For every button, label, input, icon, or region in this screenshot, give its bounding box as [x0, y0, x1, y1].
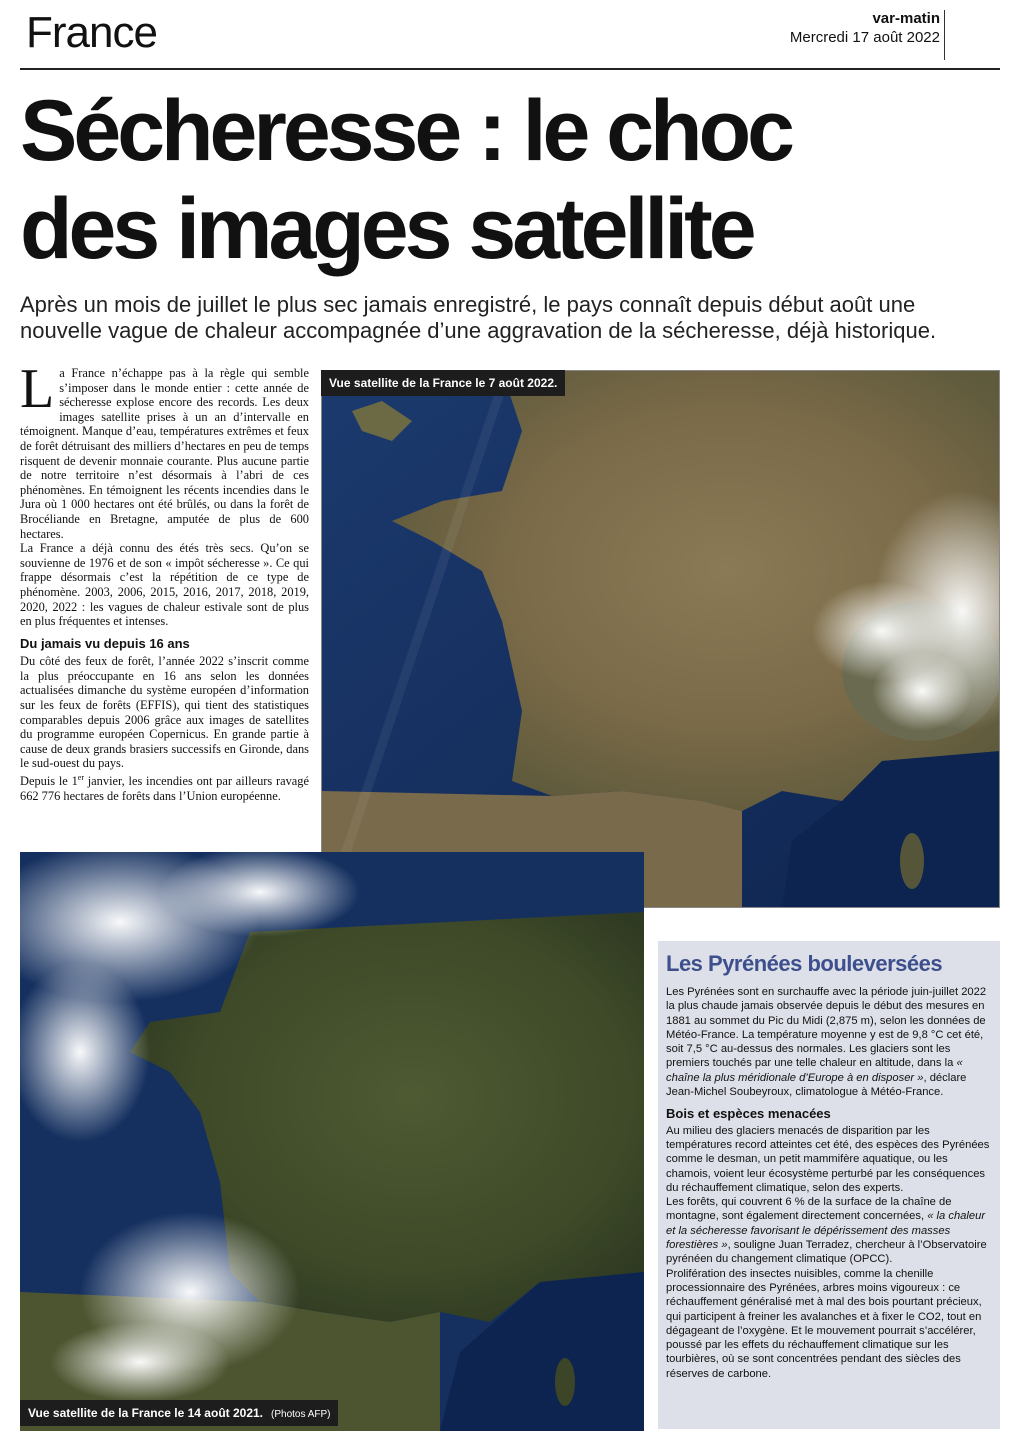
sidebar-paragraph: Les Pyrénées sont en surchauffe avec la période juin-juillet 2022 la plus chaude jamais observée depuis le début des mesures en 1881 au sommet du Pic du Midi (2,875 m), selon les données de Météo-France. La température moyenne y est de 9,8 °C cet été, soit 7,5 °C au-dessus des normales. Les glaciers sont les premiers touchés par une telle chaleur en altitude, dans la « chaîne la plus méridionale d’Europe à en disposer », déclare Jean-Michel Soubeyroux, climatologue à Météo-France.	[666, 986, 987, 1099]
photo-caption-2022: Vue satellite de la France le 7 août 2022.	[321, 370, 565, 396]
article-paragraph: La France a déjà connu des étés très secs. Qu’on se souvienne de 1976 et de son « impôt sécheresse ». Ce qui frappe désormais c’est la répétition de ce type de phénomène. 2003, 2006, 2015, 2016, 2017, 2018, 2019, 2020, 2022 : les vagues de chaleur estivale sont de plus en plus fréquentes et intenses.	[20, 541, 309, 629]
satellite-photo-2022	[321, 370, 1000, 908]
sidebar-paragraph: Au milieu des glaciers menacés de disparition par les températures record atteintes cet été, des espèces des Pyrénées comme le desman, un petit mammifère aquatique, ou les chamois, voient leur écosystème perturbé par les conséquences du réchauffement climatique, selon des experts.	[666, 1124, 990, 1194]
newspaper-name: var-matin	[872, 10, 940, 27]
standfirst: Après un mois de juillet le plus sec jamais enregistré, le pays connaît depuis début août une nouvelle vague de chaleur accompagnée d’une aggravation de la sécheresse, déjà historique.	[20, 292, 937, 343]
drop-cap: L	[20, 358, 55, 420]
article-paragraph: La France n’échappe pas à la règle qui semble s’imposer dans le monde entier : cette année de sécheresse explose encore des records. Les deux images satellite prises à un an d’intervalle en témoignent. Manque d’eau, températures extrêmes et feux de forêt détruisant des milliers d’hectares en peu de temps risquent de devenir monnaie courante. Plus aucune partie de notre territoire n’est désormais à l’abri de ces phénomènes. En témoignent les récents incendies dans le Jura où 1 000 hectares ont été brûlés, ou dans la forêt de Brocéliande en Bretagne, amputée de plus de 600 hectares.	[20, 358, 309, 541]
sidebar-text	[666, 985, 992, 1381]
headline-line-1: Sécheresse : le choc	[20, 83, 791, 179]
sidebar-paragraph: Les forêts, qui couvrent 6 % de la surface de la chaîne de montagne, sont également directement concernées, « la chaleur et la sécheresse favorisant le dépérissement des masses forestières », souligne Juan Terradez, chercheur à l’Observatoire pyrénéen du changement climatique (OPCC).	[666, 1196, 987, 1266]
sidebar-subhead: Bois et espèces menacées	[666, 1106, 831, 1122]
article-paragraph: Du côté des feux de forêt, l’année 2022 s’inscrit comme la plus préoccupante en 16 ans selon les données actualisées dimanche du système européen d’information sur les feux de forêts (EFFIS), qui tient des statistiques comparables depuis 2006 grâce aux images de satellites du programme européen Copernicus. En grande partie à cause de deux grands brasiers successifs en Gironde, dans le sud-ouest du pays.	[20, 654, 309, 771]
photo-credit: (Photos AFP)	[271, 1409, 331, 1420]
sidebar-title: Les Pyrénées bouleversées	[666, 951, 943, 976]
photo-caption-2021	[20, 1400, 338, 1426]
headline	[20, 82, 1000, 278]
masthead	[790, 10, 940, 46]
headline-line-2: des images satellite	[20, 181, 753, 277]
satellite-photo-2021	[20, 852, 644, 1431]
masthead-separator	[944, 10, 945, 60]
header-rule	[20, 68, 1000, 70]
sidebar-box	[658, 941, 1000, 1429]
section-title: France	[26, 8, 157, 57]
photo-caption-text: Vue satellite de la France le 14 août 2021.	[28, 1406, 264, 1420]
article-body	[20, 358, 309, 803]
publication-date: Mercredi 17 août 2022	[789, 29, 940, 46]
sidebar-paragraph: Prolifération des insectes nuisibles, comme la chenille processionnaire des Pyrénées, arbres moins vigoureux : ce réchauffement généralisé met à mal des bois pourtant précieux, qui participent à freiner les avalanches et à fixer le CO2, tout en dégageant de l’oxygène. Et le mouvement pourrait s’accélérer, poussé par les effets du réchauffement climatique sur les tourbières, où se sont concentrées pendant des siècles des réserves de carbone.	[666, 1267, 982, 1380]
article-subhead: Du jamais vu depuis 16 ans	[20, 635, 190, 651]
article-paragraph: Depuis le 1er janvier, les incendies ont par ailleurs ravagé 662 776 hectares de forêts dans l’Union européenne.	[20, 773, 309, 803]
